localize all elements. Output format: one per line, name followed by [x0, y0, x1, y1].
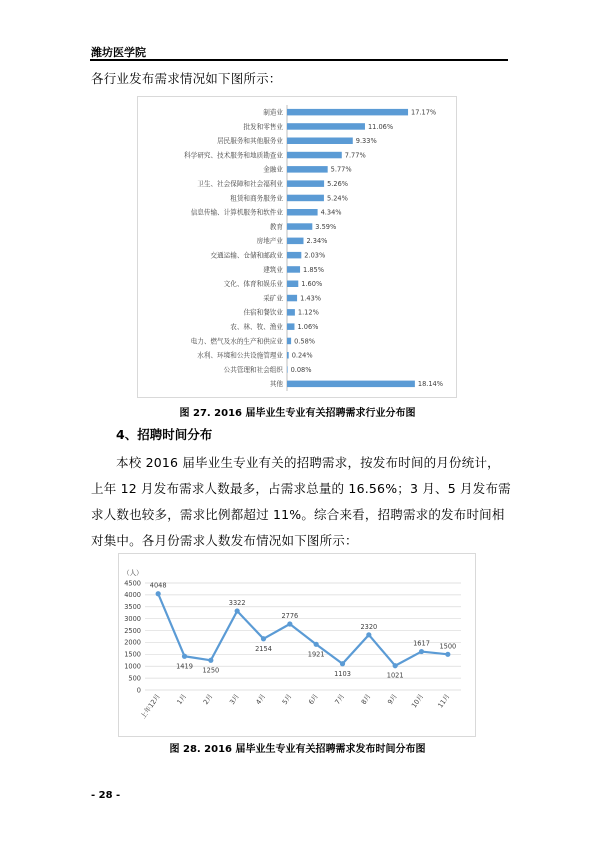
figure-28-caption: 图 28. 2016 届毕业生专业有关招聘需求发布时间分布图 [169, 744, 426, 755]
data-label: 1617 [413, 639, 430, 648]
bar [287, 309, 295, 316]
bar [287, 223, 312, 230]
category-label: 采矿业 [263, 294, 283, 303]
y-tick-label: 2000 [124, 638, 141, 647]
category-label: 信息传输、计算机服务和软件业 [190, 208, 283, 217]
page-number: - 28 - [91, 790, 121, 801]
bar [287, 123, 365, 130]
bar-value-label: 7.77% [344, 151, 366, 160]
bar-value-label: 0.08% [290, 365, 312, 374]
bar-value-label: 5.26% [327, 179, 349, 188]
data-label: 1250 [202, 666, 220, 675]
bar-value-label: 11.06% [367, 122, 394, 131]
bar [287, 109, 408, 116]
bar [287, 366, 288, 373]
x-tick-label: 7月 [333, 692, 347, 706]
data-point [156, 591, 161, 596]
category-label: 交通运输、仓储和邮政业 [210, 251, 283, 260]
data-label: 3322 [228, 599, 246, 608]
bar [287, 180, 324, 187]
x-tick-label: 2月 [201, 692, 215, 706]
series-line [158, 594, 448, 666]
bar [287, 266, 300, 273]
y-tick-label: 3000 [124, 614, 141, 623]
bar-value-label: 1.60% [301, 280, 323, 289]
x-tick-label: 6月 [307, 692, 320, 706]
industry-bar-chart [137, 96, 457, 398]
data-label: 1500 [439, 642, 457, 651]
category-label: 建筑业 [263, 265, 283, 274]
bar-value-label: 0.24% [291, 351, 313, 360]
body-text [91, 450, 511, 554]
bar-value-label: 9.33% [355, 137, 377, 146]
category-label: 教育 [269, 222, 283, 231]
x-tick-label: 5月 [280, 692, 294, 706]
category-label: 居民服务和其他服务业 [217, 137, 283, 146]
x-tick-label: 10月 [409, 692, 426, 710]
bar-value-label: 5.24% [326, 194, 348, 203]
category-label: 金融业 [263, 165, 283, 174]
body-paragraph: 本校 2016 届毕业生专业有关的招聘需求，按发布时间的月份统计，上年 12 月发布需求人数最多，占需求总量的 16.56%；3 月、5 月发布需求人数也较多，需求比例都超过 11%。综合来看，招聘需求的发布时间相对集中。各月份需求人数发布情况如下图所示： [91, 455, 511, 548]
bar [287, 352, 289, 359]
x-tick-label: 11月 [436, 692, 452, 710]
bar [287, 195, 324, 202]
bar-value-label: 1.43% [300, 294, 322, 303]
bar-value-label: 5.77% [330, 165, 352, 174]
month-line-chart [118, 553, 476, 737]
category-label: 农、林、牧、渔业 [230, 322, 283, 331]
category-label: 公共管理和社会组织 [223, 365, 283, 374]
category-label: 水利、环境和公共设施管理业 [197, 351, 283, 360]
x-tick-label: 上年12月 [139, 692, 162, 721]
category-label: 制造业 [263, 108, 283, 117]
x-tick-label: 4月 [254, 692, 268, 706]
bar-value-label: 2.03% [304, 251, 326, 260]
category-label: 文化、体育和娱乐业 [223, 280, 283, 289]
data-point [314, 642, 319, 647]
industry-bar-chart-svg [138, 97, 456, 397]
x-tick-label: 3月 [228, 692, 241, 706]
category-label: 卫生、社会保障和社会福利业 [197, 179, 283, 188]
data-label: 4048 [149, 581, 167, 590]
data-point [366, 632, 371, 637]
category-label: 批发和零售业 [243, 122, 283, 131]
category-label: 其他 [269, 380, 283, 389]
bar-value-label: 18.14% [417, 380, 444, 389]
data-point [393, 663, 398, 668]
bar [287, 166, 328, 173]
category-label: 住宿和餐饮业 [243, 308, 283, 317]
data-label: 1021 [386, 671, 404, 680]
category-label: 房地产业 [256, 237, 283, 246]
bar-value-label: 2.34% [306, 237, 328, 246]
y-tick-label: 4000 [124, 591, 141, 600]
bar [287, 281, 298, 288]
y-tick-label: 3500 [124, 603, 141, 612]
bar [287, 323, 294, 330]
bar-value-label: 3.59% [315, 222, 337, 231]
bar-value-label: 1.06% [297, 322, 319, 331]
data-point [419, 649, 424, 654]
data-point [261, 636, 266, 641]
x-tick-label: 1月 [175, 692, 189, 706]
y-tick-label: 4500 [124, 579, 141, 588]
data-point [208, 658, 213, 663]
category-label: 科学研究、技术服务和地质勘查业 [184, 151, 283, 160]
bar-value-label: 0.58% [294, 337, 316, 346]
month-line-chart-svg [119, 554, 475, 736]
y-tick-label: 0 [136, 686, 141, 695]
bar [287, 209, 318, 216]
bar-value-label: 1.12% [297, 308, 319, 317]
bar [287, 152, 342, 159]
data-label: 2154 [255, 644, 272, 653]
category-label: 电力、燃气及水的生产和供应业 [190, 337, 283, 346]
header-title: 潍坊医学院 [91, 46, 146, 59]
data-point [287, 621, 292, 626]
data-point [445, 652, 450, 657]
figure-27-caption: 图 27. 2016 届毕业生专业有关招聘需求行业分布图 [179, 408, 416, 419]
data-point [235, 608, 240, 613]
bar-value-label: 1.85% [303, 265, 324, 274]
bar [287, 138, 353, 145]
bar-value-label: 17.17% [411, 108, 437, 117]
bar [287, 295, 297, 302]
category-label: 租赁和商务服务业 [230, 194, 283, 203]
data-label: 2320 [360, 622, 378, 631]
y-tick-label: 2500 [124, 626, 141, 635]
data-label: 1419 [176, 662, 193, 671]
data-label: 1103 [334, 669, 351, 678]
header-rule [90, 59, 508, 61]
y-tick-label: 1000 [124, 662, 141, 671]
data-label: 2776 [281, 611, 299, 620]
y-axis-unit: （人） [123, 569, 143, 577]
data-label: 1921 [307, 650, 325, 659]
intro-text: 各行业发布需求情况如下图所示： [91, 71, 282, 86]
bar [287, 381, 415, 388]
x-tick-label: 9月 [386, 692, 399, 706]
bar [287, 338, 291, 345]
bar-value-label: 4.34% [320, 208, 342, 217]
x-tick-label: 8月 [359, 692, 373, 706]
data-point [182, 654, 187, 659]
bar [287, 238, 303, 245]
bar [287, 252, 301, 259]
y-tick-label: 500 [128, 674, 141, 683]
data-point [340, 661, 345, 666]
section-heading: 4、招聘时间分布 [116, 427, 213, 442]
y-tick-label: 1500 [124, 650, 141, 659]
